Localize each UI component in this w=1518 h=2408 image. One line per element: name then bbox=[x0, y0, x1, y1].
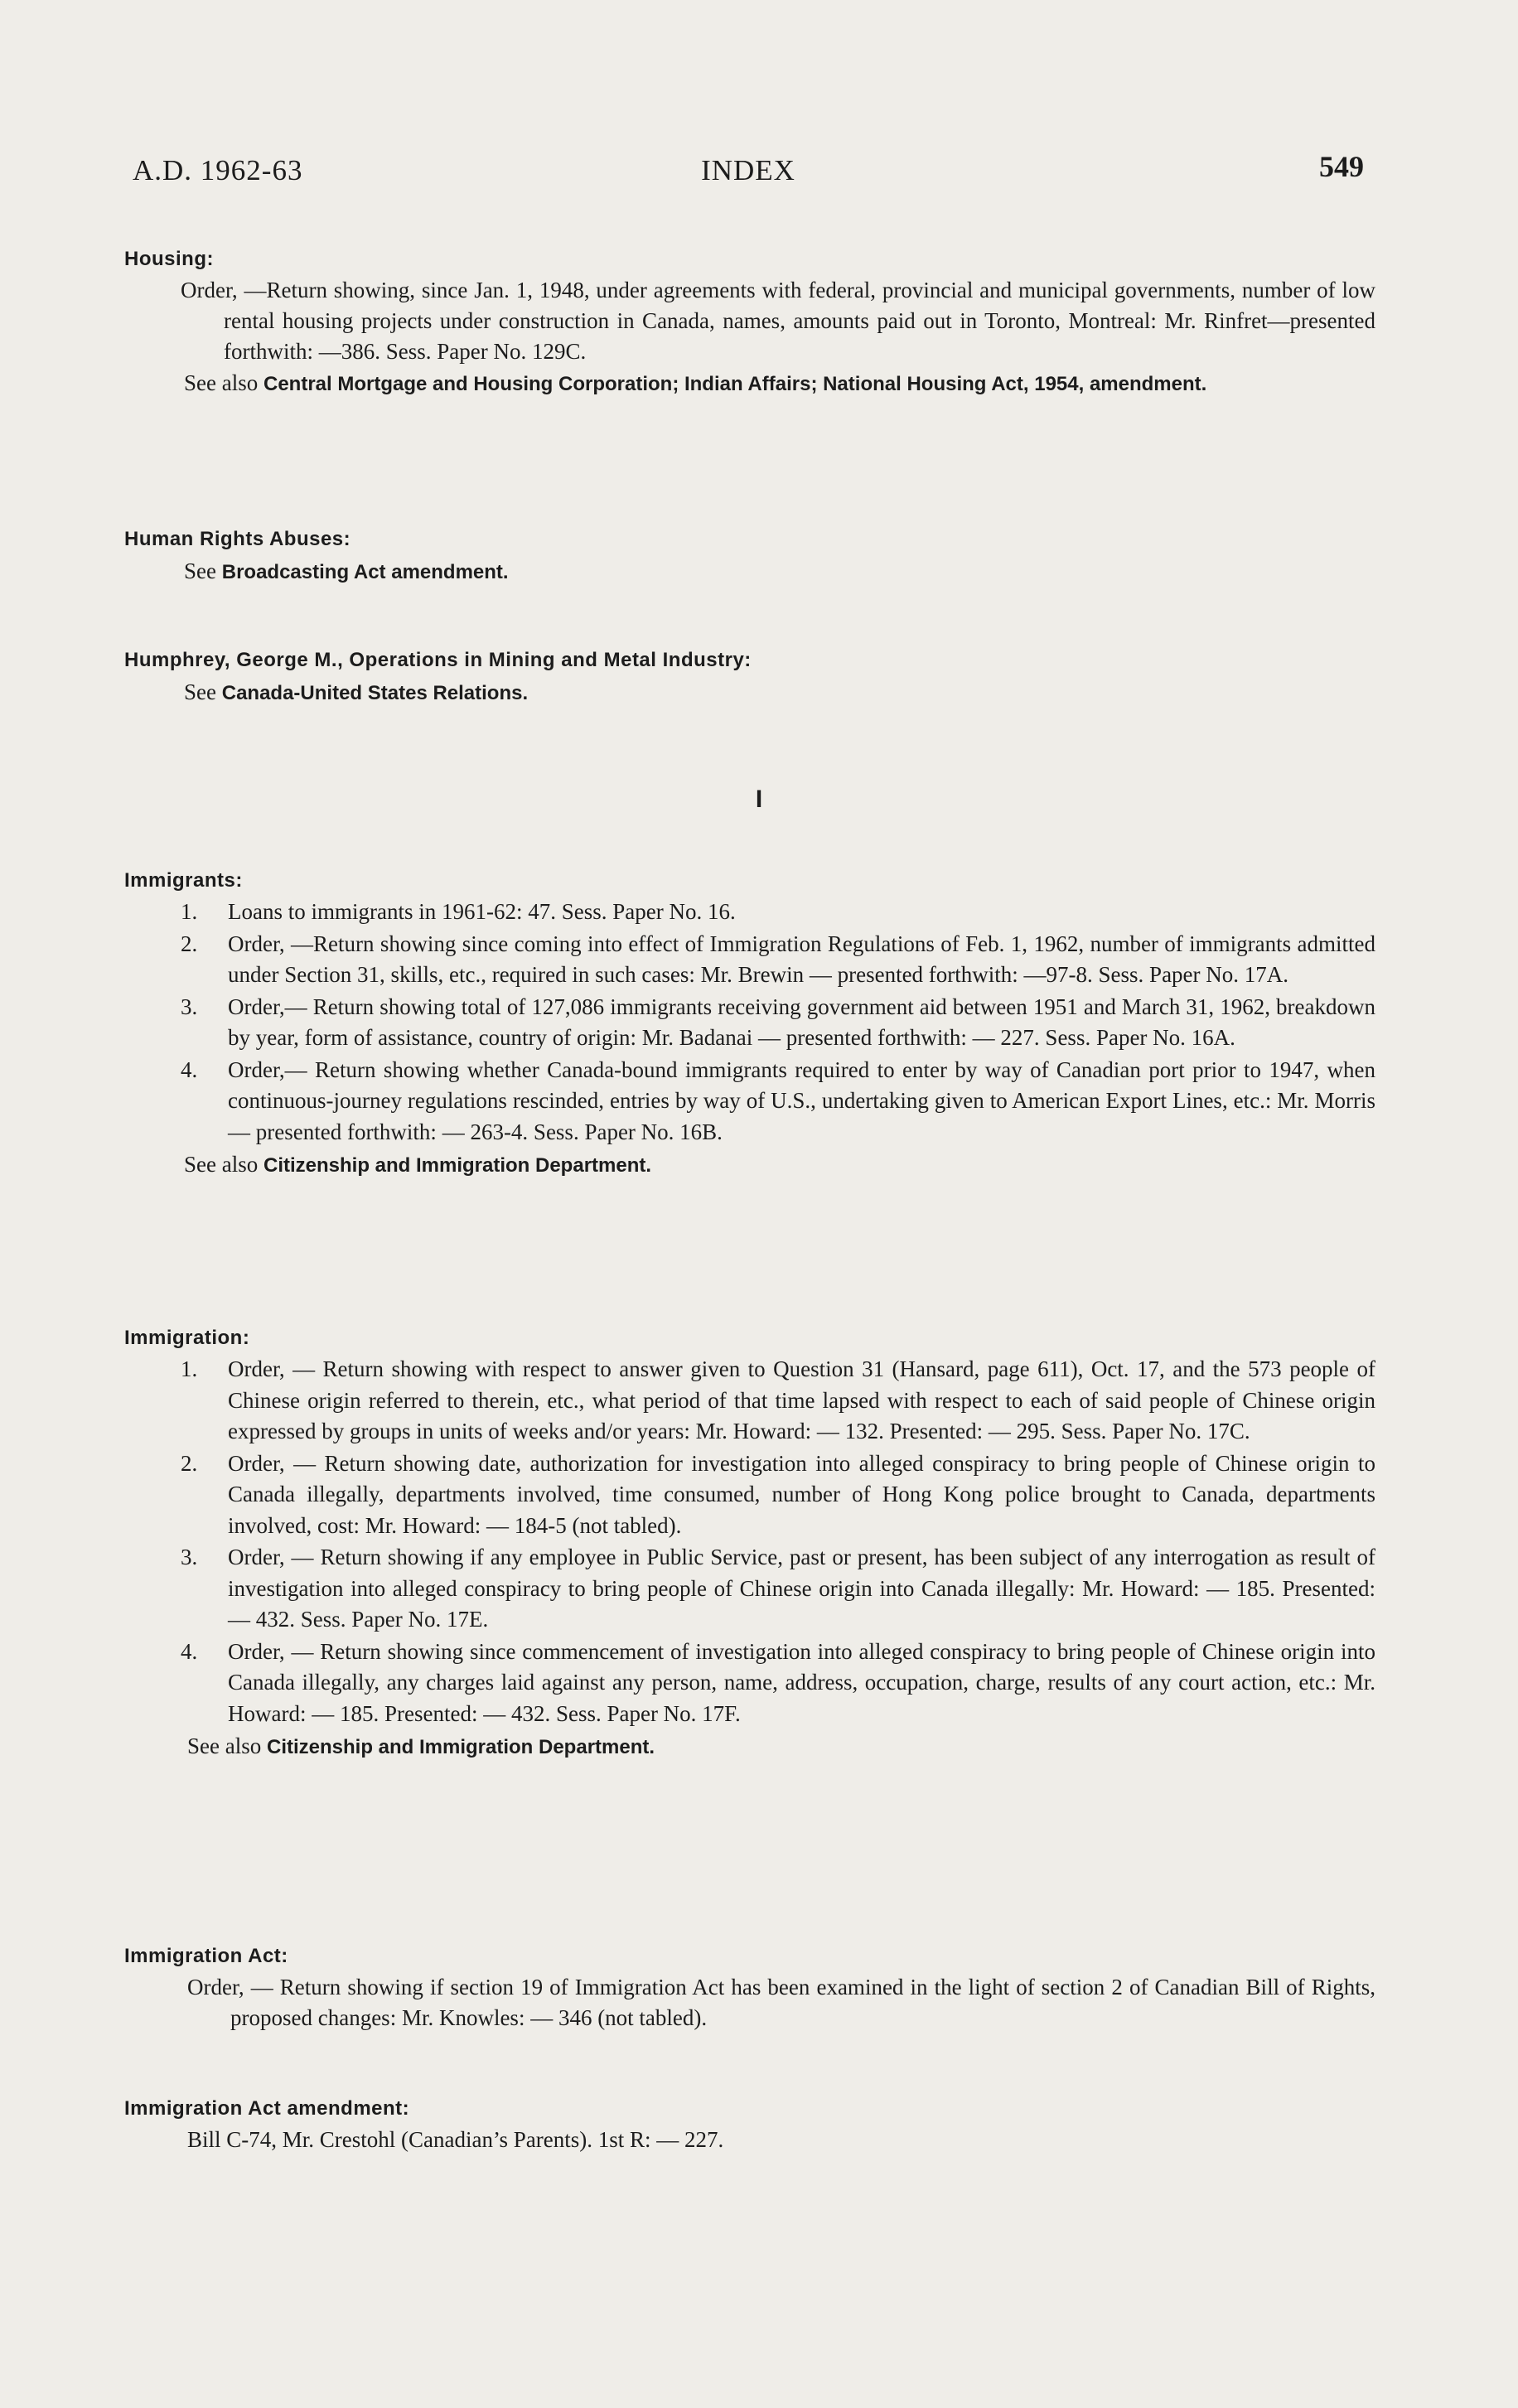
cross-reference: Central Mortgage and Housing Corporation; Indian Affairs; National Housing Act, 1954, amendment. bbox=[263, 373, 1207, 395]
page-number: 549 bbox=[1319, 150, 1364, 183]
see-prefix: See also bbox=[184, 1152, 263, 1177]
item-text: Order,— Return showing total of 127,086 immigrants receiving government aid between 1951 and March 31, 1962, breakdown by year, form of assistance, country of origin: Mr. Badanai — presented forthwith: — 227. Sess. Paper No. 16A. bbox=[228, 994, 1375, 1050]
item-number: 4. bbox=[181, 1638, 198, 1664]
entry-heading: Immigration: bbox=[124, 1327, 250, 1349]
item-text: Order, — Return showing date, authorization for investigation into alleged conspiracy to bring people of Chinese origin to Canada illegally, departments involved, time consumed, number of Hong Kong police brought to Canada, departments involved, cost: Mr. Howard: — 184-5 (not tabled). bbox=[228, 1450, 1375, 1538]
entry-heading: Humphrey, George M., Operations in Mining and Metal Industry: bbox=[124, 649, 752, 671]
entry-housing bbox=[124, 245, 1375, 400]
entry-human-rights-abuses bbox=[124, 525, 1375, 588]
entry-immigrants bbox=[124, 867, 1375, 1182]
entry-order: Order, — Return showing if section 19 of Immigration Act has been examined in the light of section 2 of Canadian Bill of Rights, proposed changes: Mr. Knowles: — 346 (not tabled). bbox=[187, 1975, 1375, 2030]
item-text: Order, — Return showing since commencement of investigation into alleged conspiracy to bring people of Chinese origin into Canada illegally, any charges laid against any person, name, address, occupation, charge, results of any court action, etc.: Mr. Howard: — 185. Presented: — 432. Sess. Paper No. 17F. bbox=[228, 1638, 1375, 1726]
entry-heading: Immigration Act amendment: bbox=[124, 2097, 410, 2120]
item-number: 4. bbox=[181, 1057, 198, 1082]
item-number: 1. bbox=[181, 899, 198, 924]
entry-immigration bbox=[124, 1324, 1375, 1763]
entry-heading: Housing: bbox=[124, 248, 214, 270]
see-prefix: See bbox=[184, 558, 222, 583]
list-item bbox=[124, 1637, 1375, 1730]
item-number: 3. bbox=[181, 1545, 198, 1569]
item-text: Order, —Return showing since coming into effect of Immigration Regulations of Feb. 1, 1962, number of immigrants admitted under Section 31, skills, etc., required in such cases: Mr. Brewin — presented forthwith: —97-8. Sess. Paper No. 17A. bbox=[228, 931, 1375, 987]
entry-humphrey bbox=[124, 646, 1375, 709]
item-text: Loans to immigrants in 1961-62: 47. Sess. Paper No. 16. bbox=[228, 899, 736, 924]
list-item bbox=[124, 929, 1375, 991]
see-prefix: See bbox=[184, 679, 222, 704]
entry-order: Order, —Return showing, since Jan. 1, 1948, under agreements with federal, provincial and municipal governments, number of low rental housing projects under construction in Canada, names, amounts paid out in Toronto, Montreal: Mr. Rinfret—presented forthwith: —386. Sess. Paper No. 129C. bbox=[181, 278, 1375, 364]
see-also-line bbox=[184, 367, 1375, 400]
entry-immigration-act bbox=[124, 1942, 1375, 2033]
item-number: 2. bbox=[181, 1450, 198, 1476]
running-head-title: INDEX bbox=[701, 154, 795, 186]
see-prefix: See also bbox=[187, 1733, 267, 1758]
running-head-date: A.D. 1962-63 bbox=[133, 154, 303, 186]
item-text: Order,— Return showing whether Canada-bound immigrants required to enter by way of Canadian port prior to 1947, when continuous-journey regulations rescinded, entries by way of U.S., undertaking given to American Export Lines, etc.: Mr. Morris — presented forthwith: — 263-4. Sess. Paper No. 16B. bbox=[228, 1057, 1375, 1144]
see-prefix: See also bbox=[184, 370, 263, 395]
list-item bbox=[124, 1354, 1375, 1448]
entry-heading: Human Rights Abuses: bbox=[124, 528, 351, 550]
entry-immigration-act-amendment bbox=[124, 2095, 1375, 2155]
see-line bbox=[184, 676, 1375, 709]
list-item bbox=[124, 1055, 1375, 1148]
entry-item-list bbox=[124, 897, 1375, 1148]
cross-reference: Citizenship and Immigration Department. bbox=[263, 1154, 652, 1177]
item-number: 2. bbox=[181, 931, 198, 956]
entry-bill-text: Bill C-74, Mr. Crestohl (Canadian’s Parents). 1st R: — 227. bbox=[187, 2127, 724, 2152]
section-letter: I bbox=[755, 786, 763, 813]
item-number: 1. bbox=[181, 1356, 198, 1381]
list-item bbox=[124, 1448, 1375, 1542]
item-text: Order, — Return showing if any employee in Public Service, past or present, has been subject of any interrogation as result of investigation into alleged conspiracy to bring people of Chinese origin into Canada illegally: Mr. Howard: — 185. Presented: — 432. Sess. Paper No. 17E. bbox=[228, 1545, 1375, 1632]
item-text: Order, — Return showing with respect to answer given to Question 31 (Hansard, page 611), Oct. 17, and the 573 people of Chinese origin referred to therein, etc., what period of that time lapsed with respect to each of said people of Chinese origin expressed by groups in units of weeks and/or years: Mr. Howard: — 132. Presented: — 295. Sess. Paper No. 17C. bbox=[228, 1356, 1375, 1443]
cross-reference: Citizenship and Immigration Department. bbox=[266, 1736, 655, 1758]
item-number: 3. bbox=[181, 994, 198, 1019]
list-item bbox=[124, 1542, 1375, 1636]
running-head bbox=[133, 150, 1364, 196]
list-item bbox=[124, 897, 1375, 928]
entry-heading: Immigrants: bbox=[124, 869, 243, 892]
see-also-line bbox=[187, 1730, 1375, 1763]
cross-reference: Broadcasting Act amendment. bbox=[221, 561, 509, 583]
entry-heading: Immigration Act: bbox=[124, 1945, 288, 1967]
cross-reference: Canada-United States Relations. bbox=[221, 682, 529, 704]
entry-item-list bbox=[124, 1354, 1375, 1729]
see-also-line bbox=[184, 1148, 1375, 1182]
see-line bbox=[184, 555, 1375, 588]
list-item bbox=[124, 992, 1375, 1054]
